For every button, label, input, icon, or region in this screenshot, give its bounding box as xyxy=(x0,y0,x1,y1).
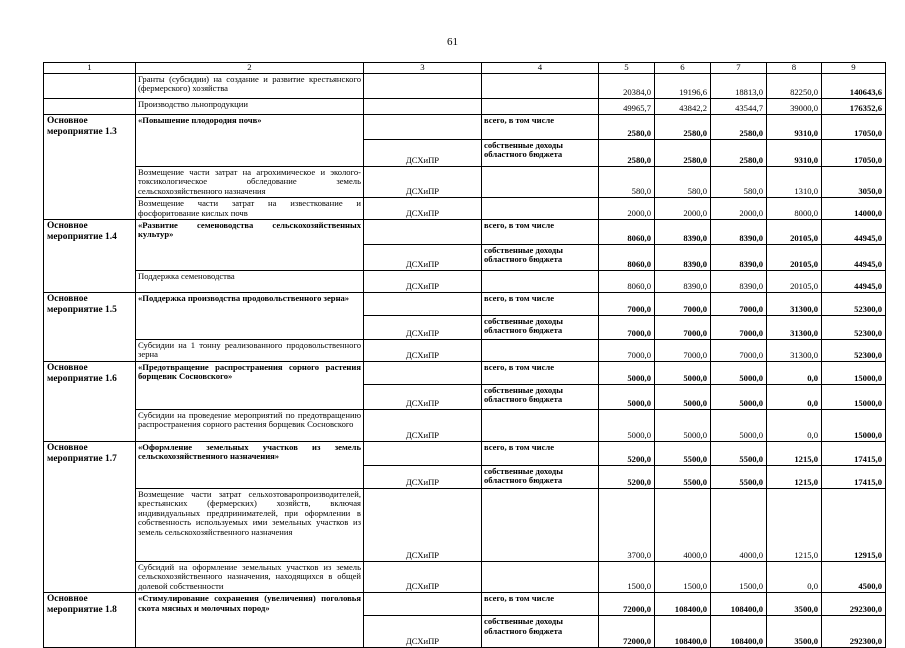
amount-cell: 12915,0 xyxy=(822,489,886,562)
amount-cell: 1310,0 xyxy=(767,167,822,198)
funding-source-cell: собственные доходы областного бюджета xyxy=(482,385,599,410)
executor-cell xyxy=(364,115,482,140)
amount-cell: 7000,0 xyxy=(711,293,767,316)
funding-source-cell: собственные доходы областного бюджета xyxy=(482,616,599,648)
amount-cell: 7000,0 xyxy=(655,293,711,316)
executor-cell: ДСХиПР xyxy=(364,167,482,198)
amount-cell: 15000,0 xyxy=(822,362,886,385)
amount-cell: 8390,0 xyxy=(711,220,767,245)
table-row xyxy=(44,340,886,362)
amount-cell: 52300,0 xyxy=(822,316,886,340)
table-row xyxy=(44,115,886,140)
table-row xyxy=(44,489,886,562)
description-cell: «Поддержка производства продовольственного зерна» xyxy=(136,293,364,340)
table-row xyxy=(44,271,886,293)
amount-cell: 580,0 xyxy=(655,167,711,198)
amount-cell: 292300,0 xyxy=(822,616,886,648)
executor-cell: ДСХиПР xyxy=(364,410,482,442)
funding-source-cell xyxy=(482,271,599,293)
amount-cell: 176352,6 xyxy=(822,99,886,115)
description-cell: «Оформление земельных участков из земель сельскохозяйственного назначения» xyxy=(136,442,364,489)
table-row xyxy=(44,198,886,220)
description-cell: Возмещение части затрат на известкование и фосфоритование кислых почв xyxy=(136,198,364,220)
amount-cell: 31300,0 xyxy=(767,293,822,316)
description-cell: Поддержка семеноводства xyxy=(136,271,364,293)
funding-source-cell xyxy=(482,562,599,593)
funding-source-cell: собственные доходы областного бюджета xyxy=(482,245,599,271)
amount-cell: 8390,0 xyxy=(655,245,711,271)
amount-cell: 17415,0 xyxy=(822,442,886,466)
amount-cell: 9310,0 xyxy=(767,140,822,167)
funding-source-cell: всего, в том числе xyxy=(482,115,599,140)
amount-cell: 8060,0 xyxy=(599,220,655,245)
funding-source-cell: собственные доходы областного бюджета xyxy=(482,466,599,489)
table-row xyxy=(44,410,886,442)
amount-cell: 580,0 xyxy=(599,167,655,198)
funding-source-cell: всего, в том числе xyxy=(482,220,599,245)
event-label-cell xyxy=(44,99,136,115)
amount-cell: 0,0 xyxy=(767,562,822,593)
executor-cell xyxy=(364,442,482,466)
amount-cell: 2000,0 xyxy=(711,198,767,220)
amount-cell: 7000,0 xyxy=(599,340,655,362)
executor-cell: ДСХиПР xyxy=(364,271,482,293)
header-cell: 3 xyxy=(364,63,482,74)
amount-cell: 7000,0 xyxy=(599,293,655,316)
funding-source-cell: всего, в том числе xyxy=(482,442,599,466)
amount-cell: 20105,0 xyxy=(767,245,822,271)
amount-cell: 4000,0 xyxy=(711,489,767,562)
amount-cell: 7000,0 xyxy=(711,316,767,340)
header-cell: 9 xyxy=(822,63,886,74)
amount-cell: 108400,0 xyxy=(655,593,711,616)
amount-cell: 8000,0 xyxy=(767,198,822,220)
funding-source-cell xyxy=(482,167,599,198)
header-row xyxy=(44,63,886,74)
amount-cell: 5500,0 xyxy=(655,442,711,466)
description-cell: Возмещение части затрат на агрохимическое и эколого-токсикологическое обследование земель сельскохозяйственного назначения xyxy=(136,167,364,198)
amount-cell: 4500,0 xyxy=(822,562,886,593)
description-cell: Возмещение части затрат сельхозтоваропроизводителей, крестьянских (фермерских) хозяйств, включая индивидуальных предпринимателей, при оформлении в собственность используемых ими земельных участков из земель сельскохозяйственного назначения xyxy=(136,489,364,562)
executor-cell: ДСХиПР xyxy=(364,385,482,410)
table-row xyxy=(44,362,886,385)
amount-cell: 580,0 xyxy=(711,167,767,198)
amount-cell: 1500,0 xyxy=(655,562,711,593)
amount-cell: 3500,0 xyxy=(767,616,822,648)
amount-cell: 3700,0 xyxy=(599,489,655,562)
amount-cell: 15000,0 xyxy=(822,410,886,442)
executor-cell: ДСХиПР xyxy=(364,140,482,167)
executor-cell xyxy=(364,220,482,245)
description-cell: «Стимулирование сохранения (увеличения) поголовья скота мясных и молочных пород» xyxy=(136,593,364,648)
header-cell: 6 xyxy=(655,63,711,74)
amount-cell: 5500,0 xyxy=(655,466,711,489)
amount-cell: 292300,0 xyxy=(822,593,886,616)
table-row xyxy=(44,442,886,466)
amount-cell: 17050,0 xyxy=(822,140,886,167)
event-label-cell: Основное мероприятие 1.8 xyxy=(44,593,136,648)
executor-cell: ДСХиПР xyxy=(364,340,482,362)
amount-cell: 7000,0 xyxy=(655,340,711,362)
funding-source-cell xyxy=(482,410,599,442)
amount-cell: 44945,0 xyxy=(822,271,886,293)
table-row xyxy=(44,562,886,593)
amount-cell: 1215,0 xyxy=(767,442,822,466)
amount-cell: 43842,2 xyxy=(655,99,711,115)
amount-cell: 108400,0 xyxy=(655,616,711,648)
executor-cell xyxy=(364,362,482,385)
amount-cell: 8390,0 xyxy=(711,271,767,293)
event-label-cell xyxy=(44,74,136,99)
budget-table xyxy=(43,62,886,648)
amount-cell: 5000,0 xyxy=(711,385,767,410)
event-label-cell: Основное мероприятие 1.5 xyxy=(44,293,136,362)
amount-cell: 4000,0 xyxy=(655,489,711,562)
funding-source-cell: всего, в том числе xyxy=(482,593,599,616)
amount-cell: 5000,0 xyxy=(599,410,655,442)
event-label-cell: Основное мероприятие 1.6 xyxy=(44,362,136,442)
amount-cell: 44945,0 xyxy=(822,220,886,245)
table-row xyxy=(44,167,886,198)
amount-cell: 20105,0 xyxy=(767,271,822,293)
amount-cell: 5000,0 xyxy=(599,362,655,385)
description-cell: Гранты (субсидии) на создание и развитие крестьянского (фермерского) хозяйства xyxy=(136,74,364,99)
event-label-cell: Основное мероприятие 1.7 xyxy=(44,442,136,593)
table-row xyxy=(44,293,886,316)
executor-cell xyxy=(364,99,482,115)
amount-cell: 14000,0 xyxy=(822,198,886,220)
executor-cell xyxy=(364,74,482,99)
header-cell: 7 xyxy=(711,63,767,74)
funding-source-cell xyxy=(482,74,599,99)
header-cell: 5 xyxy=(599,63,655,74)
amount-cell: 19196,6 xyxy=(655,74,711,99)
amount-cell: 108400,0 xyxy=(711,593,767,616)
amount-cell: 2580,0 xyxy=(655,115,711,140)
executor-cell: ДСХиПР xyxy=(364,489,482,562)
amount-cell: 20384,0 xyxy=(599,74,655,99)
amount-cell: 108400,0 xyxy=(711,616,767,648)
amount-cell: 17415,0 xyxy=(822,466,886,489)
amount-cell: 2580,0 xyxy=(599,115,655,140)
amount-cell: 5200,0 xyxy=(599,442,655,466)
amount-cell: 39000,0 xyxy=(767,99,822,115)
amount-cell: 72000,0 xyxy=(599,593,655,616)
funding-source-cell xyxy=(482,340,599,362)
amount-cell: 5000,0 xyxy=(655,362,711,385)
executor-cell: ДСХиПР xyxy=(364,245,482,271)
amount-cell: 31300,0 xyxy=(767,340,822,362)
amount-cell: 49965,7 xyxy=(599,99,655,115)
amount-cell: 9310,0 xyxy=(767,115,822,140)
header-cell: 8 xyxy=(767,63,822,74)
amount-cell: 5000,0 xyxy=(599,385,655,410)
amount-cell: 7000,0 xyxy=(599,316,655,340)
amount-cell: 7000,0 xyxy=(655,316,711,340)
amount-cell: 0,0 xyxy=(767,362,822,385)
amount-cell: 2000,0 xyxy=(599,198,655,220)
description-cell: «Предотвращение распространения сорного растения борщевик Сосновского» xyxy=(136,362,364,410)
table-row xyxy=(44,99,886,115)
funding-source-cell xyxy=(482,99,599,115)
description-cell: Субсидии на 1 тонну реализованного продовольственного зерна xyxy=(136,340,364,362)
page-number: 61 xyxy=(447,36,458,48)
amount-cell: 8390,0 xyxy=(655,271,711,293)
amount-cell: 5000,0 xyxy=(655,410,711,442)
amount-cell: 3050,0 xyxy=(822,167,886,198)
executor-cell: ДСХиПР xyxy=(364,198,482,220)
amount-cell: 8390,0 xyxy=(655,220,711,245)
amount-cell: 1500,0 xyxy=(711,562,767,593)
funding-source-cell: всего, в том числе xyxy=(482,293,599,316)
amount-cell: 8060,0 xyxy=(599,245,655,271)
amount-cell: 5000,0 xyxy=(711,410,767,442)
amount-cell: 52300,0 xyxy=(822,293,886,316)
table-row xyxy=(44,74,886,99)
amount-cell: 1500,0 xyxy=(599,562,655,593)
event-label-cell: Основное мероприятие 1.4 xyxy=(44,220,136,293)
amount-cell: 3500,0 xyxy=(767,593,822,616)
amount-cell: 5500,0 xyxy=(711,442,767,466)
amount-cell: 2580,0 xyxy=(711,140,767,167)
amount-cell: 8060,0 xyxy=(599,271,655,293)
amount-cell: 0,0 xyxy=(767,385,822,410)
amount-cell: 17050,0 xyxy=(822,115,886,140)
header-cell: 2 xyxy=(136,63,364,74)
executor-cell xyxy=(364,293,482,316)
description-cell: Производство льнопродукции xyxy=(136,99,364,115)
amount-cell: 72000,0 xyxy=(599,616,655,648)
header-cell: 4 xyxy=(482,63,599,74)
amount-cell: 82250,0 xyxy=(767,74,822,99)
funding-source-cell: собственные доходы областного бюджета xyxy=(482,140,599,167)
amount-cell: 52300,0 xyxy=(822,340,886,362)
funding-source-cell xyxy=(482,489,599,562)
amount-cell: 5000,0 xyxy=(655,385,711,410)
amount-cell: 140643,6 xyxy=(822,74,886,99)
description-cell: Субсидии на проведение мероприятий по предотвращению распространения сорного растения борщевик Сосновского xyxy=(136,410,364,442)
amount-cell: 5200,0 xyxy=(599,466,655,489)
executor-cell: ДСХиПР xyxy=(364,562,482,593)
amount-cell: 1215,0 xyxy=(767,489,822,562)
amount-cell: 15000,0 xyxy=(822,385,886,410)
amount-cell: 8390,0 xyxy=(711,245,767,271)
description-cell: «Повышение плодородия почв» xyxy=(136,115,364,167)
amount-cell: 1215,0 xyxy=(767,466,822,489)
funding-source-cell: собственные доходы областного бюджета xyxy=(482,316,599,340)
amount-cell: 7000,0 xyxy=(711,340,767,362)
executor-cell: ДСХиПР xyxy=(364,616,482,648)
amount-cell: 18813,0 xyxy=(711,74,767,99)
executor-cell: ДСХиПР xyxy=(364,316,482,340)
description-cell: Субсидий на оформление земельных участков из земель сельскохозяйственного назначения, находящихся в общей долевой собственности xyxy=(136,562,364,593)
funding-source-cell: всего, в том числе xyxy=(482,362,599,385)
table-row xyxy=(44,220,886,245)
executor-cell xyxy=(364,593,482,616)
amount-cell: 5500,0 xyxy=(711,466,767,489)
amount-cell: 20105,0 xyxy=(767,220,822,245)
amount-cell: 2580,0 xyxy=(711,115,767,140)
executor-cell: ДСХиПР xyxy=(364,466,482,489)
amount-cell: 31300,0 xyxy=(767,316,822,340)
amount-cell: 5000,0 xyxy=(711,362,767,385)
amount-cell: 0,0 xyxy=(767,410,822,442)
amount-cell: 2580,0 xyxy=(599,140,655,167)
funding-source-cell xyxy=(482,198,599,220)
amount-cell: 43544,7 xyxy=(711,99,767,115)
amount-cell: 2580,0 xyxy=(655,140,711,167)
event-label-cell: Основное мероприятие 1.3 xyxy=(44,115,136,220)
description-cell: «Развитие семеноводства сельскохозяйственных культур» xyxy=(136,220,364,271)
header-cell: 1 xyxy=(44,63,136,74)
amount-cell: 2000,0 xyxy=(655,198,711,220)
amount-cell: 44945,0 xyxy=(822,245,886,271)
table-row xyxy=(44,593,886,616)
